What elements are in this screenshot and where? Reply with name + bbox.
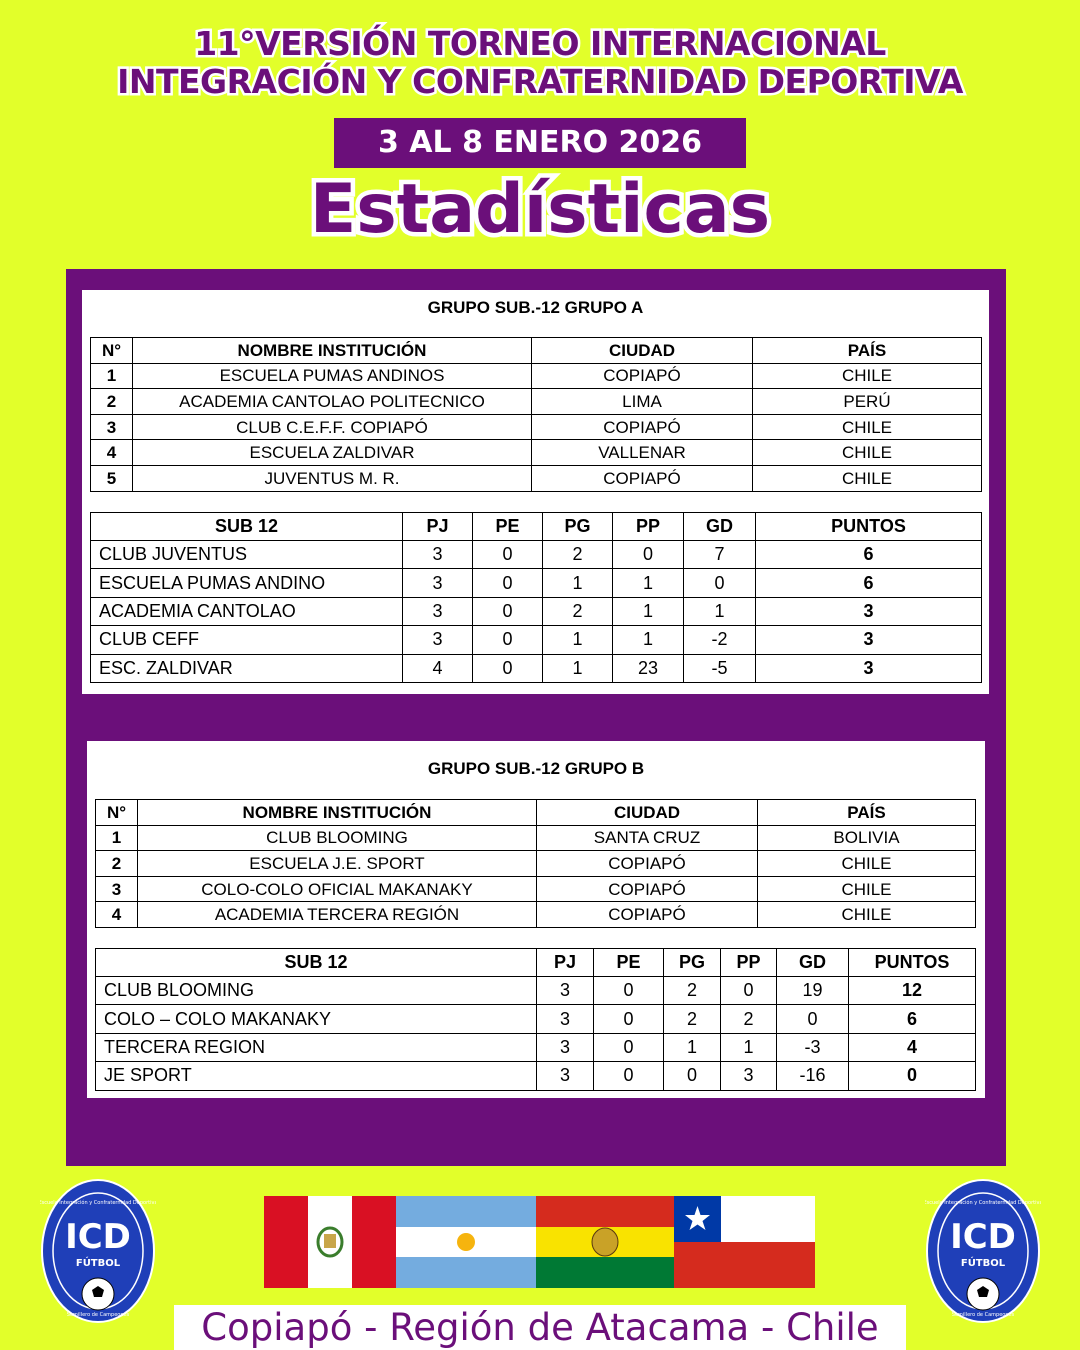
table-cell: 6 (849, 1005, 976, 1033)
table-cell: 2 (543, 597, 613, 625)
table-cell: VALLENAR (532, 440, 753, 466)
table-cell: CLUB C.E.F.F. COPIAPÓ (133, 414, 532, 440)
table-cell: 3 (537, 1033, 594, 1061)
group-b-card (87, 741, 985, 1098)
table-cell: 1 (543, 626, 613, 654)
column-header: PP (721, 949, 777, 977)
column-header: PAÍS (753, 338, 982, 364)
table-cell: SANTA CRUZ (537, 825, 758, 851)
table-cell: 0 (684, 569, 756, 597)
table-cell: CHILE (758, 876, 976, 902)
table-cell: 0 (664, 1062, 721, 1090)
table-cell: CHILE (753, 363, 982, 389)
column-header: PJ (537, 949, 594, 977)
table-cell: CLUB JUVENTUS (91, 541, 403, 569)
table-cell: 2 (543, 541, 613, 569)
column-header: PG (543, 513, 613, 541)
column-header: PE (594, 949, 664, 977)
column-header: PP (613, 513, 684, 541)
icd-shield-icon (925, 1178, 1041, 1324)
table-cell: 1 (543, 569, 613, 597)
svg-text:FÚTBOL: FÚTBOL (960, 1258, 1006, 1269)
table-row (96, 876, 976, 902)
table-row (91, 465, 982, 491)
table-cell: JE SPORT (96, 1062, 537, 1090)
table-cell: 0 (594, 1062, 664, 1090)
table-row (91, 363, 982, 389)
table-cell: 3 (537, 1062, 594, 1090)
group-a-card (82, 290, 989, 694)
page-title: Estadísticas (309, 170, 771, 249)
table-header-row (91, 338, 982, 364)
icd-shield-icon (40, 1178, 156, 1324)
column-header: CIUDAD (532, 338, 753, 364)
table-cell: 6 (756, 541, 982, 569)
column-header: CIUDAD (537, 800, 758, 826)
table-cell: 1 (91, 363, 133, 389)
table-cell: ESCUELA J.E. SPORT (138, 851, 537, 877)
table-row (96, 977, 976, 1005)
table-cell: COPIAPÓ (532, 465, 753, 491)
table-cell: 3 (403, 569, 473, 597)
svg-text:ICD: ICD (950, 1217, 1016, 1257)
table-row (96, 851, 976, 877)
group-b-title: GRUPO SUB.-12 GRUPO B (427, 759, 645, 778)
table-cell: 3 (96, 876, 138, 902)
table-cell: 0 (473, 626, 543, 654)
table-row (96, 825, 976, 851)
table-cell: 12 (849, 977, 976, 1005)
table-cell: -2 (684, 626, 756, 654)
column-header: SUB 12 (96, 949, 537, 977)
table-cell: 2 (664, 1005, 721, 1033)
table-cell: BOLIVIA (758, 825, 976, 851)
table-header-row (96, 949, 976, 977)
table-cell: COPIAPÓ (537, 876, 758, 902)
table-row (91, 597, 982, 625)
table-cell: 3 (403, 626, 473, 654)
table-row (91, 626, 982, 654)
column-header: N° (96, 800, 138, 826)
table-cell: COLO-COLO OFICIAL MAKANAKY (138, 876, 537, 902)
table-cell: 4 (849, 1033, 976, 1061)
table-row (96, 902, 976, 928)
table-cell: 19 (777, 977, 849, 1005)
bolivia-flag-icon (536, 1196, 674, 1288)
table-cell: 1 (613, 569, 684, 597)
column-header: N° (91, 338, 133, 364)
table-cell: COPIAPÓ (537, 851, 758, 877)
table-header-row (91, 513, 982, 541)
table-cell: 0 (613, 541, 684, 569)
column-header: NOMBRE INSTITUCIÓN (138, 800, 537, 826)
column-header: PUNTOS (756, 513, 982, 541)
table-cell: 3 (537, 1005, 594, 1033)
table-cell: 1 (543, 654, 613, 682)
svg-text:FÚTBOL: FÚTBOL (75, 1258, 121, 1269)
table-cell: CHILE (753, 414, 982, 440)
table-row (96, 1062, 976, 1090)
column-header: PJ (403, 513, 473, 541)
table-cell: 0 (849, 1062, 976, 1090)
table-cell: 3 (721, 1062, 777, 1090)
svg-text:Escuela Integración y Confrate: Escuela Integración y Confraternidad Deportiva (40, 1200, 156, 1206)
table-cell: 0 (594, 1005, 664, 1033)
table-cell: CHILE (753, 465, 982, 491)
table-cell: ACADEMIA TERCERA REGIÓN (138, 902, 537, 928)
table-cell: ESCUELA ZALDIVAR (133, 440, 532, 466)
table-cell: JUVENTUS M. R. (133, 465, 532, 491)
icd-logo-left (40, 1178, 156, 1324)
group-b-teams-table (95, 799, 976, 928)
table-row (91, 440, 982, 466)
table-cell: TERCERA REGION (96, 1033, 537, 1061)
date-badge: 3 AL 8 ENERO 2026 (334, 118, 746, 168)
table-cell: 1 (664, 1033, 721, 1061)
column-header: PAÍS (758, 800, 976, 826)
argentina-flag-icon (396, 1196, 536, 1288)
table-cell: 0 (473, 541, 543, 569)
table-row (91, 654, 982, 682)
table-row (91, 541, 982, 569)
table-row (91, 569, 982, 597)
table-cell: PERÚ (753, 389, 982, 415)
svg-text:Semillero de Campeones: Semillero de Campeones (66, 1312, 130, 1318)
table-cell: LIMA (532, 389, 753, 415)
table-cell: ESCUELA PUMAS ANDINOS (133, 363, 532, 389)
table-cell: CHILE (753, 440, 982, 466)
table-cell: 2 (664, 977, 721, 1005)
column-header: SUB 12 (91, 513, 403, 541)
table-cell: 23 (613, 654, 684, 682)
table-cell: 1 (96, 825, 138, 851)
icd-logo-right (925, 1178, 1041, 1324)
table-cell: COPIAPÓ (532, 414, 753, 440)
peru-flag-icon (264, 1196, 396, 1288)
table-cell: 4 (96, 902, 138, 928)
table-cell: 0 (473, 597, 543, 625)
column-header: PE (473, 513, 543, 541)
table-cell: 0 (594, 977, 664, 1005)
table-cell: 4 (403, 654, 473, 682)
group-a-teams-table (90, 337, 982, 492)
table-row (91, 414, 982, 440)
table-cell: -16 (777, 1062, 849, 1090)
table-cell: 6 (756, 569, 982, 597)
column-header: GD (684, 513, 756, 541)
table-cell: 2 (91, 389, 133, 415)
table-cell: CLUB BLOOMING (96, 977, 537, 1005)
table-cell: -5 (684, 654, 756, 682)
column-header: GD (777, 949, 849, 977)
location-bar: Copiapó - Región de Atacama - Chile (174, 1305, 906, 1350)
table-cell: 3 (537, 977, 594, 1005)
table-cell: 0 (594, 1033, 664, 1061)
chile-flag-icon (674, 1196, 815, 1288)
table-cell: 1 (721, 1033, 777, 1061)
svg-text:Semillero de Campeones: Semillero de Campeones (951, 1312, 1015, 1318)
group-b-stats-table (95, 948, 976, 1091)
table-cell: 1 (613, 597, 684, 625)
table-cell: 2 (721, 1005, 777, 1033)
table-cell: 0 (473, 569, 543, 597)
table-header-row (96, 800, 976, 826)
table-cell: 3 (403, 541, 473, 569)
table-cell: ACADEMIA CANTOLAO POLITECNICO (133, 389, 532, 415)
tournament-title-line1: 11°VERSIÓN TORNEO INTERNACIONAL (194, 24, 886, 63)
table-cell: CLUB BLOOMING (138, 825, 537, 851)
table-cell: 3 (403, 597, 473, 625)
table-cell: ESCUELA PUMAS ANDINO (91, 569, 403, 597)
table-cell: 0 (721, 977, 777, 1005)
tournament-title-line2: INTEGRACIÓN Y CONFRATERNIDAD DEPORTIVA (117, 62, 963, 101)
table-cell: ESC. ZALDIVAR (91, 654, 403, 682)
column-header: PG (664, 949, 721, 977)
table-cell: 1 (684, 597, 756, 625)
group-a-title: GRUPO SUB.-12 GRUPO A (427, 298, 644, 317)
table-cell: 2 (96, 851, 138, 877)
table-cell: 3 (756, 597, 982, 625)
svg-text:Escuela Integración y Confrate: Escuela Integración y Confraternidad Deportiva (925, 1200, 1041, 1206)
table-cell: COPIAPÓ (537, 902, 758, 928)
table-cell: 0 (777, 1005, 849, 1033)
table-cell: 3 (756, 626, 982, 654)
table-cell: -3 (777, 1033, 849, 1061)
table-cell: 3 (756, 654, 982, 682)
group-a-stats-table (90, 512, 982, 683)
table-cell: 7 (684, 541, 756, 569)
table-cell: 5 (91, 465, 133, 491)
flags-strip (264, 1196, 815, 1288)
table-cell: 3 (91, 414, 133, 440)
table-cell: CHILE (758, 902, 976, 928)
table-cell: 1 (613, 626, 684, 654)
table-cell: 4 (91, 440, 133, 466)
table-row (91, 389, 982, 415)
svg-text:ICD: ICD (65, 1217, 131, 1257)
table-cell: CHILE (758, 851, 976, 877)
column-header: NOMBRE INSTITUCIÓN (133, 338, 532, 364)
table-cell: COPIAPÓ (532, 363, 753, 389)
table-cell: 0 (473, 654, 543, 682)
table-row (96, 1033, 976, 1061)
column-header: PUNTOS (849, 949, 976, 977)
table-cell: ACADEMIA CANTOLAO (91, 597, 403, 625)
table-row (96, 1005, 976, 1033)
table-cell: CLUB CEFF (91, 626, 403, 654)
table-cell: COLO – COLO MAKANAKY (96, 1005, 537, 1033)
